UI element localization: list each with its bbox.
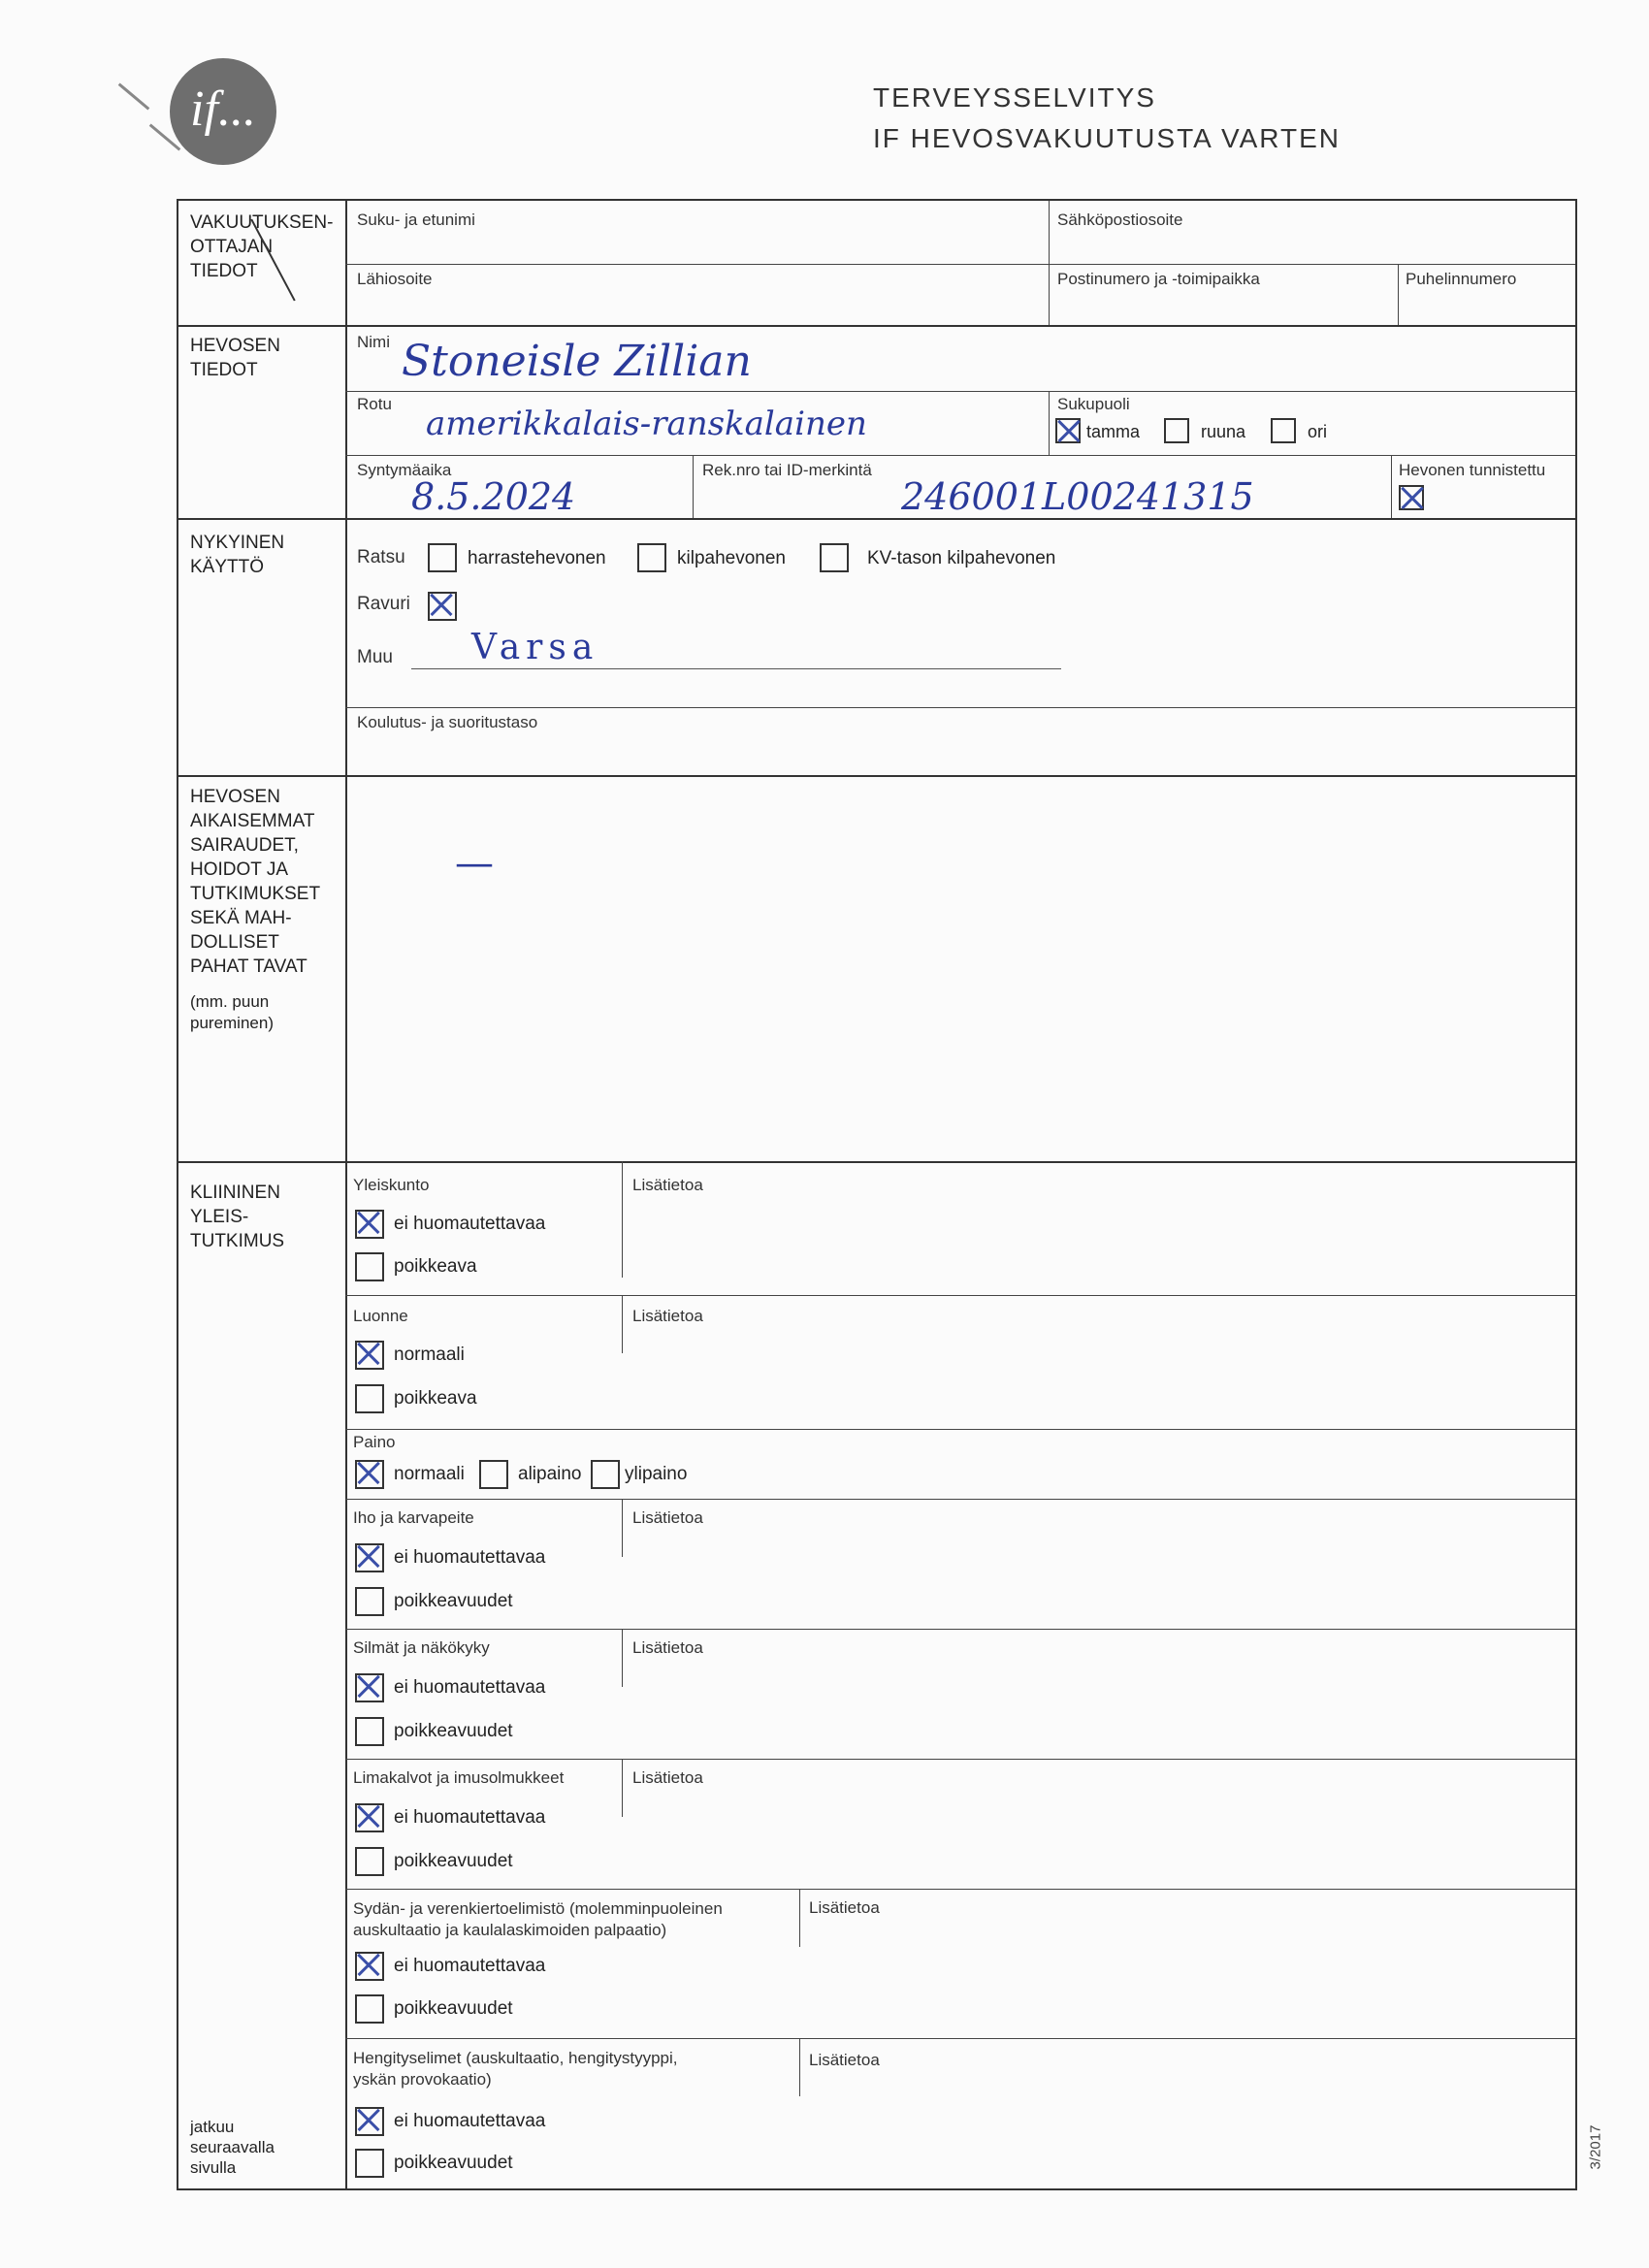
yleiskunto-abnormal-label: poikkeava [394,1256,477,1277]
hengitys-ok-checkbox[interactable] [355,2107,384,2136]
sex-ruuna-checkbox[interactable] [1164,418,1189,443]
sydan-abnormal-label: poikkeavuudet [394,1998,513,2019]
iho-abnormal-checkbox[interactable] [355,1587,384,1616]
document-subtitle: IF HEVOSVAKUUTUSTA VARTEN [873,123,1342,153]
paino-title: Paino [353,1433,396,1451]
iho-ok-checkbox[interactable] [355,1543,384,1572]
paino-overweight-checkbox[interactable] [591,1460,620,1489]
paino-normal-checkbox[interactable] [355,1460,384,1489]
sex-label: Sukupuoli [1057,395,1130,413]
sex-tamma-checkbox[interactable] [1055,418,1081,443]
history-section-label: HEVOSEN AIKAISEMMAT SAIRAUDET, HOIDOT JA TUTKIMUKSET SEKÄ MAH- DOLLISET PAHAT TAVAT [190,787,321,977]
ratsu-harraste-checkbox[interactable] [428,543,457,572]
registration-label: Rek.nro tai ID-merkintä [702,461,872,479]
sydan-info-label: Lisätietoa [809,1898,880,1917]
limakalvot-ok-checkbox[interactable] [355,1803,384,1832]
ratsu-harraste-label: harrastehevonen [468,548,606,568]
sex-ori-label: ori [1308,422,1328,441]
silmat-abnormal-checkbox[interactable] [355,1717,384,1746]
paino-overweight-label: ylipaino [625,1464,688,1484]
paino-normal-label: normaali [394,1464,465,1484]
health-form [177,199,1577,2190]
continues-note: jatkuu seuraavalla sivulla [190,2118,275,2177]
staple-mark [118,82,150,110]
silmat-ok-label: ei huomautettavaa [394,1677,546,1698]
sydan-ok-label: ei huomautettavaa [394,1956,546,1976]
limakalvot-title: Limakalvot ja imusolmukkeet [353,1768,565,1787]
sydan-abnormal-checkbox[interactable] [355,1994,384,2024]
sydan-title: Sydän- ja verenkiertoelimistö (molemminpuoleinen auskultaatio ja kaulalaskimoiden palpaatio) [353,1899,723,1939]
silmat-info-label: Lisätietoa [632,1638,703,1657]
iho-abnormal-label: poikkeavuudet [394,1591,513,1611]
phone-label: Puhelinnumero [1406,270,1517,288]
identified-checkbox[interactable] [1399,485,1424,510]
yleiskunto-info-label: Lisätietoa [632,1176,703,1194]
limakalvot-info-label: Lisätietoa [632,1768,703,1787]
hengitys-title: Hengityselimet (auskultaatio, hengitystyyppi, yskän provokaatio) [353,2049,678,2089]
limakalvot-ok-label: ei huomautettavaa [394,1807,546,1828]
silmat-ok-checkbox[interactable] [355,1673,384,1702]
muu-value[interactable]: Varsa [471,628,599,667]
limakalvot-abnormal-checkbox[interactable] [355,1847,384,1876]
ratsu-kv-checkbox[interactable] [820,543,849,572]
luonne-info-label: Lisätietoa [632,1307,703,1325]
muu-line [411,668,1061,669]
horse-section-label: HEVOSEN TIEDOT [190,336,280,380]
clinical-section-label: KLIININEN YLEIS- TUTKIMUS [190,1183,285,1251]
silmat-title: Silmät ja näkökyky [353,1638,490,1657]
ravuri-checkbox[interactable] [428,592,457,621]
luonne-normal-checkbox[interactable] [355,1341,384,1370]
yleiskunto-abnormal-checkbox[interactable] [355,1252,384,1281]
paino-underweight-label: alipaino [518,1464,582,1484]
ratsu-label: Ratsu [357,547,405,567]
ratsu-kilpa-checkbox[interactable] [637,543,666,572]
usage-section-label: NYKYINEN KÄYTTÖ [190,533,285,577]
history-value[interactable]: — [455,841,494,886]
silmat-abnormal-label: poikkeavuudet [394,1721,513,1741]
hengitys-abnormal-label: poikkeavuudet [394,2153,513,2173]
breed-label: Rotu [357,395,392,413]
address-label: Lähiosoite [357,270,433,288]
breed-value[interactable]: amerikkalais-ranskalainen [426,405,867,443]
horse-name-label: Nimi [357,333,390,351]
sydan-ok-checkbox[interactable] [355,1952,384,1981]
luonne-normal-label: normaali [394,1345,465,1365]
policyholder-section-label: VAKUUTUKSEN- OTTAJAN TIEDOT [190,212,334,281]
paino-underweight-checkbox[interactable] [479,1460,508,1489]
postal-label: Postinumero ja -toimipaikka [1057,270,1260,288]
luonne-title: Luonne [353,1307,408,1325]
birth-date-value[interactable]: 8.5.2024 [411,475,576,518]
history-section-sublabel: (mm. puun pureminen) [190,992,274,1032]
luonne-abnormal-label: poikkeava [394,1388,477,1409]
identified-label: Hevonen tunnistettu [1399,461,1546,479]
iho-title: Iho ja karvapeite [353,1508,474,1527]
sex-ruuna-label: ruuna [1201,422,1246,441]
logo-text: if... [190,81,256,137]
yleiskunto-title: Yleiskunto [353,1176,430,1194]
yleiskunto-ok-label: ei huomautettavaa [394,1214,546,1234]
muu-label: Muu [357,647,393,667]
form-version-code: 3/2017 [1587,2124,1604,2170]
document-title: TERVEYSSELVITYS [873,82,1156,113]
luonne-abnormal-checkbox[interactable] [355,1384,384,1413]
email-label: Sähköpostiosoite [1057,211,1183,229]
ravuri-label: Ravuri [357,594,410,614]
sex-ori-checkbox[interactable] [1271,418,1296,443]
limakalvot-abnormal-label: poikkeavuudet [394,1851,513,1871]
birth-date-label: Syntymäaika [357,461,452,479]
iho-info-label: Lisätietoa [632,1508,703,1527]
ratsu-kilpa-label: kilpahevonen [677,548,786,568]
horse-name-value[interactable]: Stoneisle Zillian [402,337,752,386]
hengitys-ok-label: ei huomautettavaa [394,2111,546,2131]
yleiskunto-ok-checkbox[interactable] [355,1210,384,1239]
if-logo [170,58,276,165]
hengitys-info-label: Lisätietoa [809,2051,880,2069]
registration-value[interactable]: 246001L00241315 [901,475,1254,518]
iho-ok-label: ei huomautettavaa [394,1547,546,1568]
name-label: Suku- ja etunimi [357,211,475,229]
sex-tamma-label: tamma [1086,422,1141,441]
hengitys-abnormal-checkbox[interactable] [355,2149,384,2178]
ratsu-kv-label: KV-tason kilpahevonen [867,548,1056,568]
training-label: Koulutus- ja suoritustaso [357,713,538,731]
